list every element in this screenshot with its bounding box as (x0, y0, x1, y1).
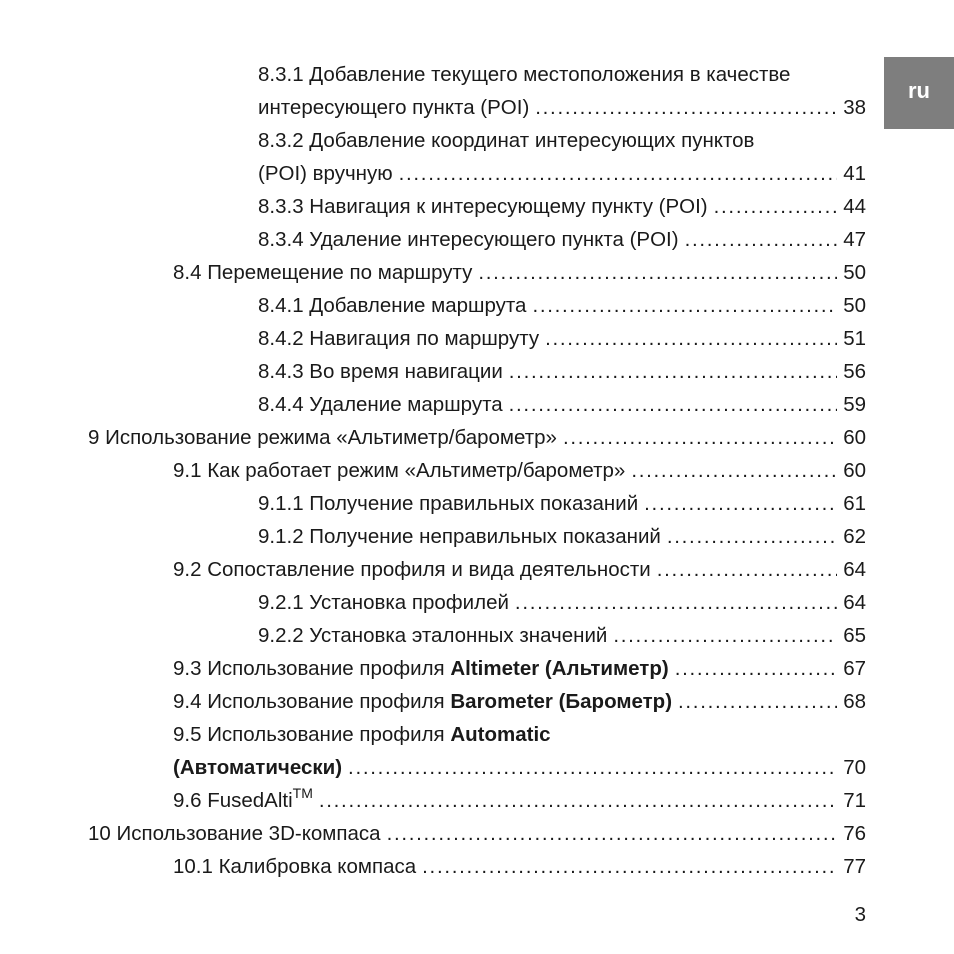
dot-leader (319, 784, 837, 817)
toc-entry[interactable] (258, 619, 866, 652)
toc-entry[interactable] (88, 817, 866, 850)
toc-entry-page: 50 (843, 294, 866, 317)
toc-entry-page: 71 (843, 789, 866, 812)
toc-entry-title: 8.4.4 Удаление маршрута (258, 393, 503, 416)
toc-entry-bold: Automatic (450, 723, 551, 746)
toc-entry-title: 9.1 Как работает режим «Альтиметр/барометр» (173, 459, 626, 482)
toc-entry-page: 44 (843, 195, 866, 218)
toc-entry[interactable] (258, 520, 866, 553)
toc-entry[interactable] (173, 784, 866, 817)
dot-leader (678, 685, 837, 718)
toc-entry-title: 9.2.1 Установка профилей (258, 591, 509, 614)
toc-entry-page: 41 (843, 162, 866, 185)
dot-leader (509, 355, 837, 388)
toc-entry-page: 51 (843, 327, 866, 350)
toc-entry-title: (POI) вручную (258, 162, 393, 185)
toc-entry-text: 9.6 FusedAlti (173, 789, 293, 812)
toc-entry[interactable] (258, 586, 866, 619)
toc-entry[interactable] (173, 553, 866, 586)
toc-entry[interactable] (258, 388, 866, 421)
dot-leader (563, 421, 837, 454)
toc-entry-page: 64 (843, 591, 866, 614)
toc-entry[interactable] (258, 487, 866, 520)
toc-entry[interactable] (258, 322, 866, 355)
toc-entry-line: 8.3.2 Добавление координат интересующих пунктов (258, 129, 755, 152)
toc-entry-page: 60 (843, 426, 866, 449)
dot-leader (387, 817, 838, 850)
toc-entry[interactable] (258, 223, 866, 256)
toc-entry[interactable] (258, 157, 866, 190)
toc-entry[interactable] (258, 289, 866, 322)
toc-entry-title (173, 784, 313, 817)
toc-entry-title: 9.1.2 Получение неправильных показаний (258, 525, 661, 548)
toc-entry-title (173, 652, 669, 685)
toc-entry-title: 8.4.2 Навигация по маршруту (258, 327, 540, 350)
toc-entry[interactable] (173, 751, 866, 784)
toc-entry-title: 8.3.3 Навигация к интересующему пункту (POI) (258, 195, 708, 218)
toc-entry-title: 10 Использование 3D-компаса (88, 822, 381, 845)
toc-entry-title: 9.2.2 Установка эталонных значений (258, 624, 608, 647)
trademark-sup: TM (292, 785, 313, 801)
toc-entry[interactable] (173, 850, 866, 883)
toc-entry-prefix: 9.3 Использование профиля (173, 657, 451, 680)
toc-entry-page: 50 (843, 261, 866, 284)
page-number: 3 (854, 903, 866, 926)
toc-entry[interactable] (258, 190, 866, 223)
toc-entry-title: 9.1.1 Получение правильных показаний (258, 492, 639, 515)
language-tab: ru (884, 57, 954, 129)
toc-entry-page: 64 (843, 558, 866, 581)
dot-leader (644, 487, 837, 520)
toc-entry-page: 56 (843, 360, 866, 383)
toc-entry-bold: Barometer (Барометр) (450, 690, 673, 713)
toc-entry-page: 67 (843, 657, 866, 680)
dot-leader (348, 751, 837, 784)
dot-leader (545, 322, 837, 355)
toc-entry[interactable] (258, 91, 866, 124)
toc-entry-page: 59 (843, 393, 866, 416)
toc-entry-title: интересующего пункта (POI) (258, 96, 530, 119)
dot-leader (631, 454, 837, 487)
dot-leader (535, 91, 837, 124)
dot-leader (685, 223, 838, 256)
dot-leader (532, 289, 837, 322)
dot-leader (478, 256, 837, 289)
toc-entry-title: 8.4.1 Добавление маршрута (258, 294, 527, 317)
toc-entry-title: 9 Использование режима «Альтиметр/барометр» (88, 426, 557, 449)
toc-entry-page: 76 (843, 822, 866, 845)
toc-entry[interactable] (258, 355, 866, 388)
dot-leader (422, 850, 837, 883)
toc-entry-page: 77 (843, 855, 866, 878)
toc-entry-prefix: 9.5 Использование профиля (173, 723, 451, 746)
toc-entry-bold: Altimeter (Альтиметр) (450, 657, 669, 680)
toc-entry-title (173, 751, 342, 784)
dot-leader (667, 520, 837, 553)
toc-entry-page: 65 (843, 624, 866, 647)
dot-leader (509, 388, 838, 421)
toc-entry[interactable] (173, 256, 866, 289)
toc-entry[interactable] (173, 685, 866, 718)
toc-entry-title: 8.4.3 Во время навигации (258, 360, 503, 383)
dot-leader (675, 652, 837, 685)
dot-leader (613, 619, 837, 652)
toc-entry-page: 47 (843, 228, 866, 251)
toc-entry-page: 60 (843, 459, 866, 482)
dot-leader (399, 157, 838, 190)
toc-entry-page: 62 (843, 525, 866, 548)
toc-entry-page: 38 (843, 96, 866, 119)
toc-entry-page: 70 (843, 756, 866, 779)
dot-leader (657, 553, 838, 586)
dot-leader (714, 190, 838, 223)
toc-entry[interactable] (173, 652, 866, 685)
toc-entry-page: 68 (843, 690, 866, 713)
toc-entry-line (173, 718, 866, 751)
toc-entry-title: 10.1 Калибровка компаса (173, 855, 417, 878)
toc-entry-prefix: 9.4 Использование профиля (173, 690, 451, 713)
toc-entry-title (173, 685, 672, 718)
dot-leader (515, 586, 837, 619)
toc-entry-page: 61 (843, 492, 866, 515)
toc-entry-title: 9.2 Сопоставление профиля и вида деятельности (173, 558, 651, 581)
toc-entry[interactable] (88, 421, 866, 454)
toc-entry-bold: (Автоматически) (173, 756, 343, 779)
toc-entry-line: 8.3.1 Добавление текущего местоположения в качестве (258, 63, 791, 86)
toc-entry-title: 8.4 Перемещение по маршруту (173, 261, 473, 284)
toc-entry-title: 8.3.4 Удаление интересующего пункта (POI) (258, 228, 679, 251)
toc-entry[interactable] (173, 454, 866, 487)
